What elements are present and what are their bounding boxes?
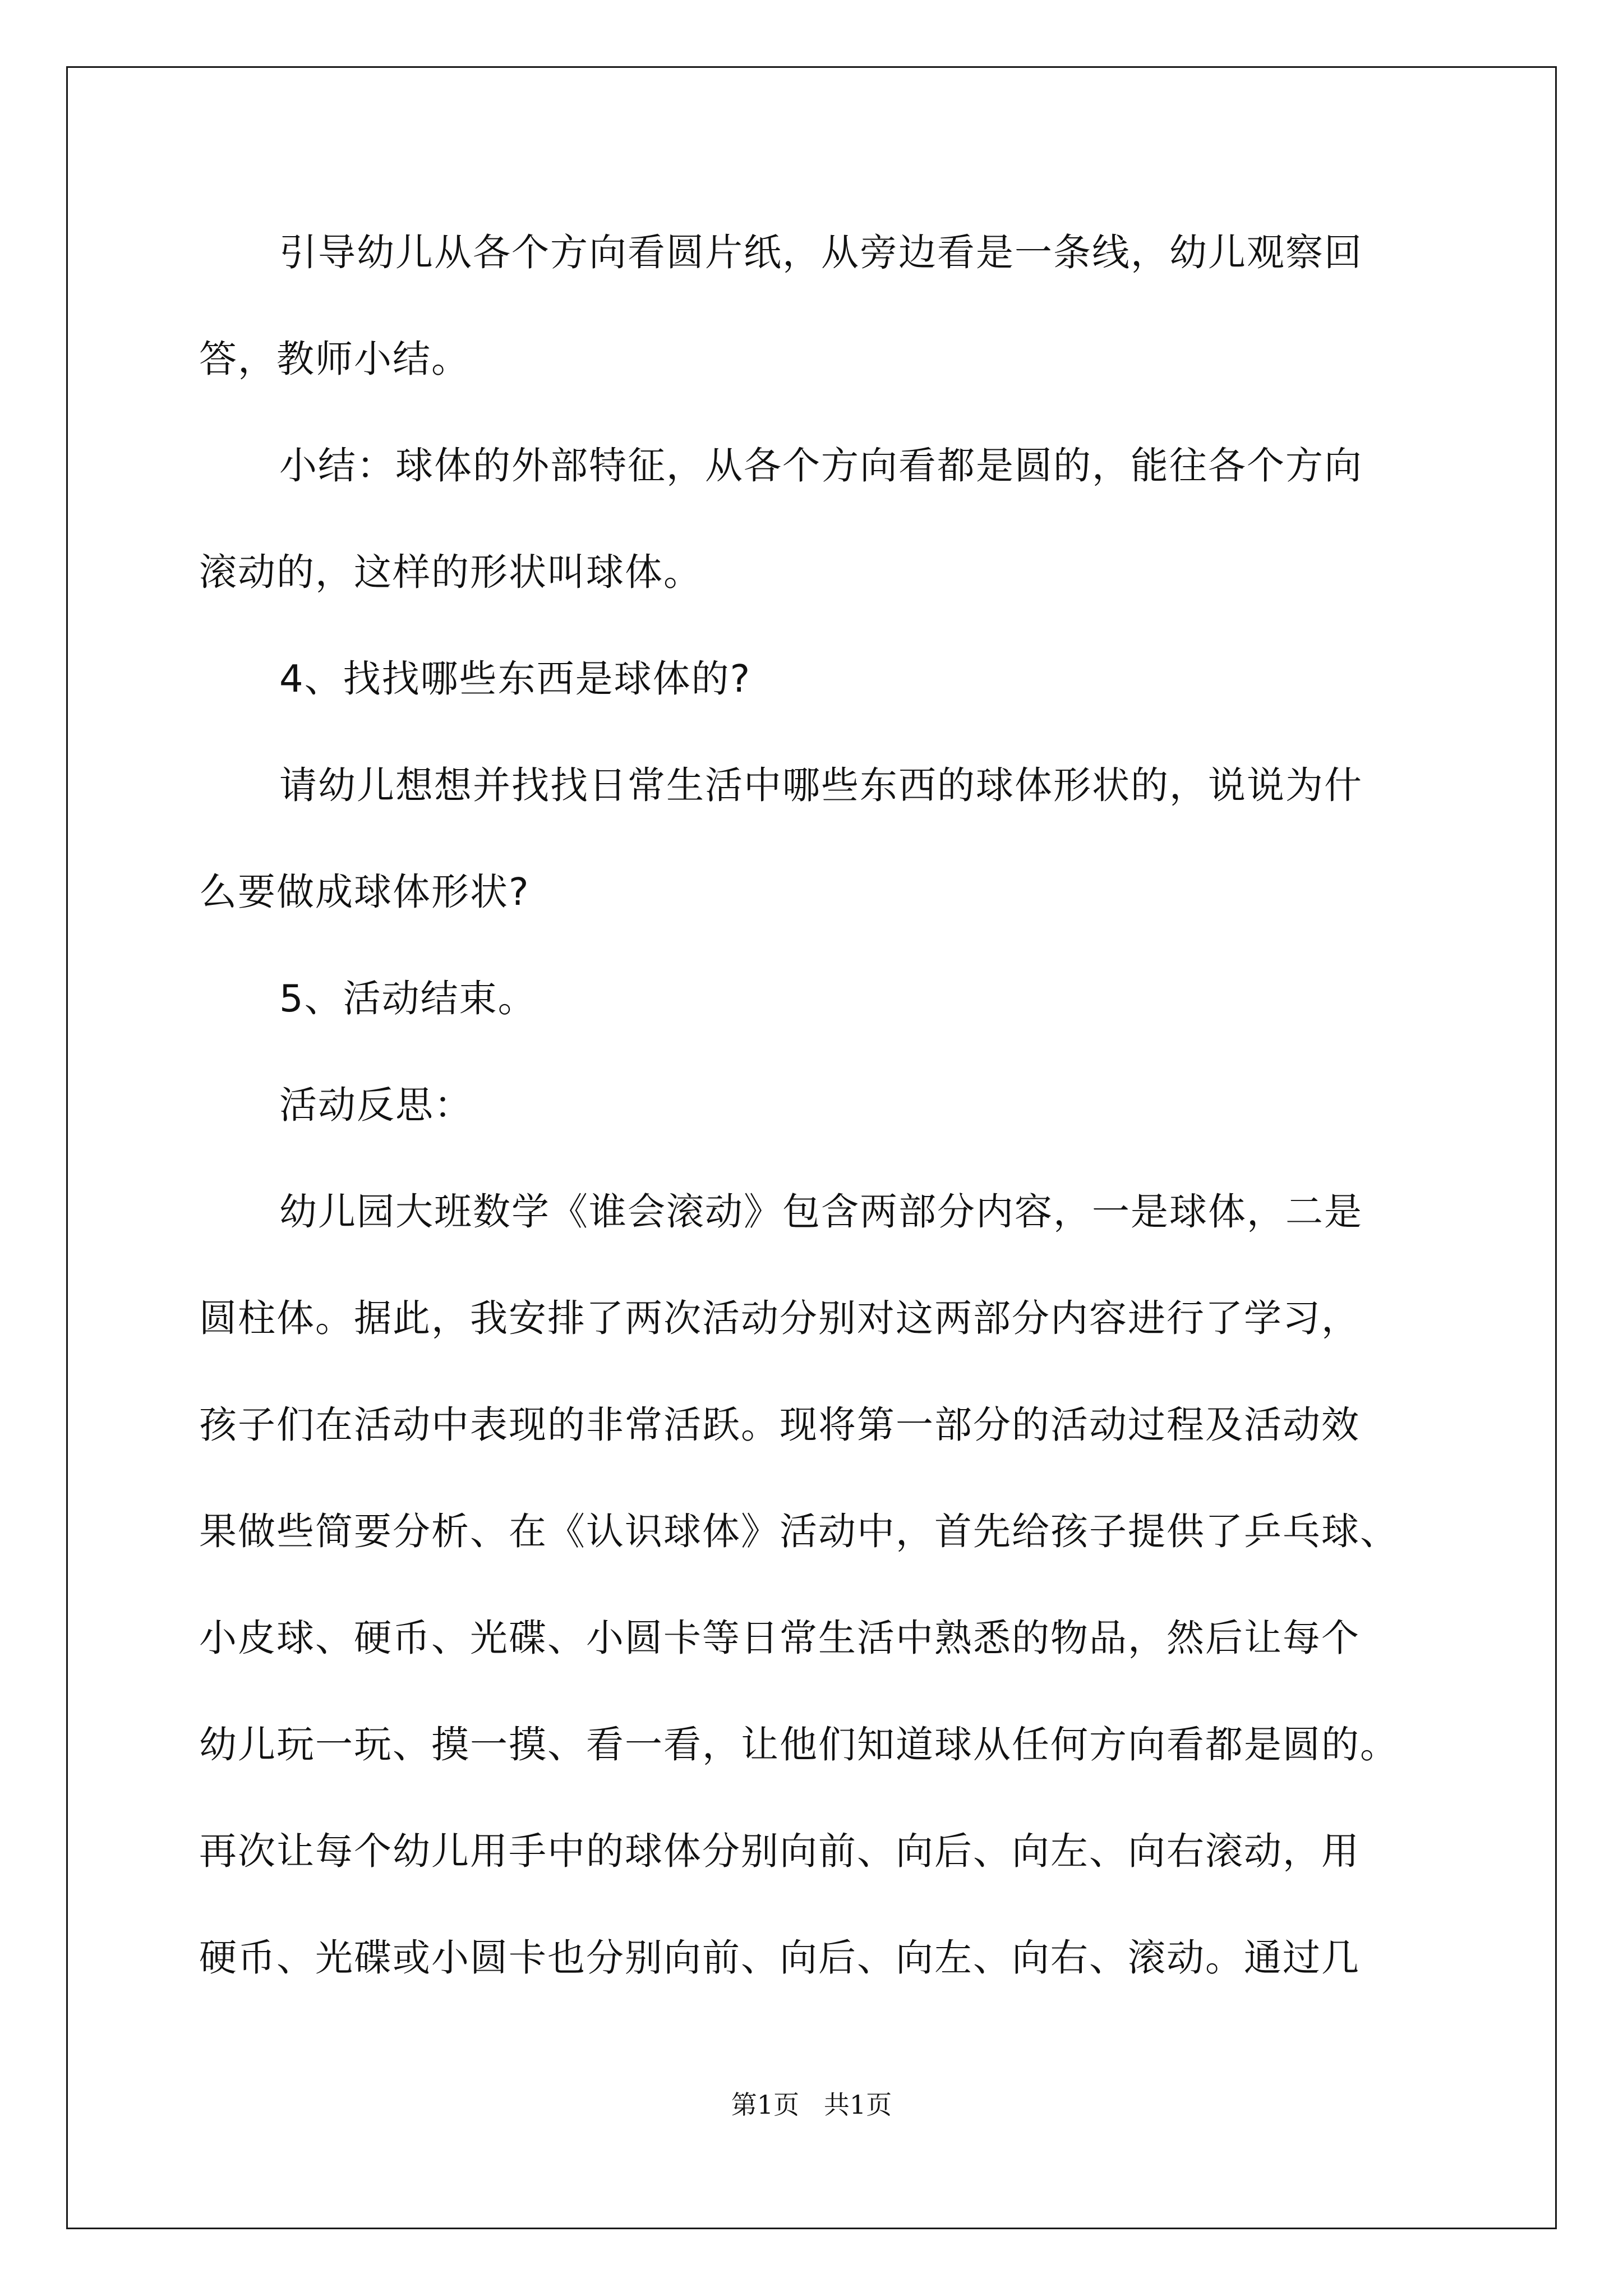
text-line: 答，教师小结。 [199,337,470,381]
text-line: 4、找找哪些东西是球体的? [279,657,751,701]
text-line: 圆柱体。据此，我安排了两次活动分别对这两部分内容进行了学习， [199,1296,1360,1340]
text-line: 活动反思： [279,1083,473,1127]
text-line: 幼儿玩一玩、摸一摸、看一看，让他们知道球从任何方向看都是圆的。 [199,1723,1399,1766]
text-line: 5、活动结束。 [279,977,537,1020]
text-line: 幼儿园大班数学《谁会滚动》包含两部分内容，一是球体，二是 [279,1190,1363,1234]
text-line: 引导幼儿从各个方向看圆片纸，从旁边看是一条线，幼儿观察回 [279,231,1363,274]
text-line: 么要做成球体形状? [199,870,530,914]
text-line: 孩子们在活动中表现的非常活跃。现将第一部分的活动过程及活动效 [199,1403,1360,1447]
text-line: 请幼儿想想并找找日常生活中哪些东西的球体形状的，说说为什 [279,763,1363,807]
page-footer [0,2088,1623,2122]
text-line: 果做些简要分析、在《认识球体》活动中，首先给孩子提供了乒乓球、 [199,1510,1399,1553]
page-number-label: 第1页 共1页 [731,2090,892,2120]
text-line: 硬币、光碟或小圆卡也分别向前、向后、向左、向右、滚动。通过几 [199,1936,1360,1980]
text-line: 再次让每个幼儿用手中的球体分别向前、向后、向左、向右滚动，用 [199,1829,1360,1873]
document-body [199,199,1427,2011]
text-line: 滚动的，这样的形状叫球体。 [199,550,702,594]
text-line: 小结：球体的外部特征，从各个方向看都是圆的，能往各个方向 [279,444,1363,487]
text-line: 小皮球、硬币、光碟、小圆卡等日常生活中熟悉的物品，然后让每个 [199,1616,1360,1660]
